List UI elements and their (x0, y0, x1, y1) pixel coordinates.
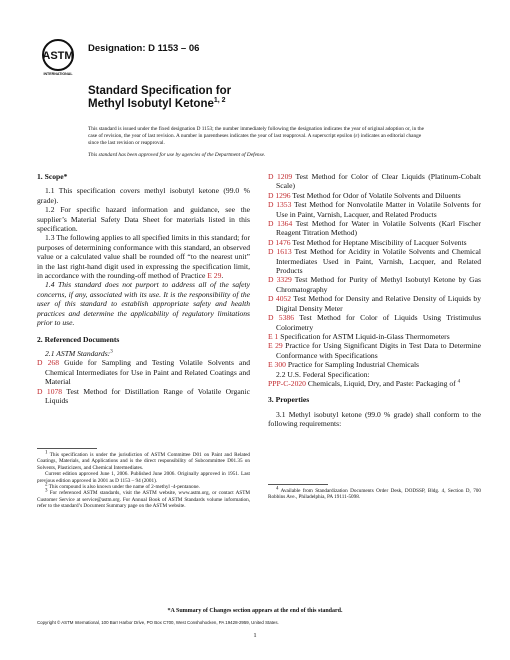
ref-item (268, 238, 481, 247)
ref-link[interactable]: D 3329 (268, 275, 292, 285)
footnote-marker: 4 (276, 486, 279, 492)
ref-title: Test Method for Nonvolatile Matter in Volatile Solvents for Use in Paint, Varnish, Lacquer, and Related Products (276, 200, 481, 219)
ref-title: Test Method for Density and Relative Density of Liquids by Digital Density Meter (276, 294, 481, 313)
footnote-text: This specification is under the jurisdiction of ASTM Committee D01 on Paint and Related Coatings, Materials, and Applications and is the direct responsibility of Subcommittee D01.35 on Solvents, Plasticizers, and Chemical Intermediates. (37, 452, 250, 471)
ref-link[interactable]: D 268 (37, 358, 59, 368)
footnote-marker: 3 (45, 488, 48, 494)
ref-link[interactable]: D 1364 (268, 219, 293, 229)
footnote-marker: 1 (45, 450, 48, 456)
para-1-3: 1.3 The following applies to all specified limits in this standard; for purposes of determining conformance with this standard, an observed value or a calculated value shall be rounded off “to the nearest unit” in the last right-hand digit used in expressing the specification limit, in accordance with the rounding-off method of Practice E 29. (37, 233, 250, 281)
ref-item (268, 332, 481, 341)
ref-item (268, 191, 481, 200)
ref-item-federal: PPP-C-2020 Chemicals, Liquid, Dry, and Paste: Packaging of $^4$ (268, 378, 461, 388)
ref-title: Practice for Sampling Industrial Chemicals (287, 360, 420, 370)
dod-approval: This standard has been approved for use by agencies of the Department of Defense. (88, 152, 266, 158)
ref-title: Test Method for Distillation Range of Volatile Organic Liquids (45, 386, 250, 405)
subsection-federal: 2.2 U.S. Federal Specification: (276, 369, 370, 379)
footnote-text: Current edition approved June 1, 2006. Published June 2006. Originally approved in 1951. Last previous edition approved in 2001 as D 1153 – 94 (2001). (37, 471, 250, 484)
svg-text:INTERNATIONAL: INTERNATIONAL (43, 72, 73, 76)
ref-title: Test Method for Odor of Volatile Solvents and Diluents (292, 190, 461, 200)
ref-link[interactable]: E 29 (268, 341, 283, 351)
title-line-1: Standard Specification for (88, 85, 232, 97)
ref-item (268, 219, 481, 238)
ref-item (268, 341, 481, 360)
para-1-1: 1.1 This specification covers methyl isobutyl ketone (99.0 % grade). (37, 186, 250, 205)
ref-item (268, 313, 481, 332)
title-footnote-marker: 1, 2 (213, 97, 226, 105)
ref-link[interactable]: D 1209 (268, 172, 293, 181)
svg-text:ASTM: ASTM (42, 50, 74, 62)
footnotes-left (37, 452, 250, 510)
subsection-astm-standards: 2.1 ASTM Standards:$^3$ (45, 348, 113, 358)
ref-title: Test Method for Color of Liquids Using Tristimulus Colorimetry (276, 313, 481, 332)
ref-item (268, 200, 481, 219)
section-heading-scope: 1. Scope* (37, 172, 68, 181)
ref-link[interactable]: D 1353 (268, 200, 292, 210)
section-heading-properties: 3. Properties (268, 395, 310, 405)
ref-item (37, 387, 250, 406)
ref-item (268, 294, 481, 313)
ref-title: Test Method for Purity of Methyl Isobutyl Ketone by Gas Chromatography (276, 275, 481, 294)
issuance-notice: This standard is issued under the fixed designation D 1153; the number immediately following the designation indicates the year of original adoption or, in the case of revision, the year of last revision. A number in parentheses indicates the year of last reapproval. A superscript epsilon (ε) indicates an editorial change since the last revision or reapproval. (88, 126, 425, 146)
footnote-rule-right (268, 484, 328, 485)
section-heading-referenced: 2. Referenced Documents (37, 334, 120, 344)
ref-title: Test Method for Color of Clear Liquids (Platinum-Cobalt Scale) (276, 172, 481, 191)
left-column (37, 172, 250, 405)
footnote (37, 490, 250, 509)
footnote-rule-left (37, 448, 97, 449)
ref-item (268, 247, 481, 275)
footnote-text: This compound is also known under the name of 2-methyl -4-pentanone. (48, 484, 200, 491)
copyright-line: Copyright © ASTM International, 100 Barr Harbor Drive, PO Box C700, West Conshohocken, PA 19428-2959, United States. (37, 620, 279, 625)
link-e29[interactable]: E 29 (207, 271, 222, 281)
footnotes-right (268, 488, 481, 501)
footnote-text: Available from Standardization Documents Order Desk, DODSSP, Bldg. 4, Section D, 700 Robbins Ave., Philadelphia, PA 19111-5098. (268, 488, 481, 501)
ref-link[interactable]: D 4052 (268, 294, 292, 304)
ref-link[interactable]: D 1296 (268, 190, 291, 200)
ref-item (268, 360, 481, 369)
designation: Designation: D 1153 – 06 (88, 43, 200, 54)
ref-link[interactable]: D 1613 (268, 247, 292, 257)
summary-of-changes-note: *A Summary of Changes section appears at the end of this standard. (167, 608, 343, 614)
title-line-2: Methyl Isobutyl Ketone$^{1, 2}$ (88, 97, 226, 110)
ref-link[interactable]: E 1 (268, 331, 279, 341)
ref-title: Guide for Sampling and Testing Volatile Solvents and Chemical Intermediates for Use in Paint and Related Coatings and Material (45, 358, 250, 387)
ref-item (37, 358, 250, 386)
ref-link[interactable]: E 300 (268, 360, 286, 370)
ref-link[interactable]: D 5386 (268, 313, 294, 323)
ref-link[interactable]: D 1078 (37, 386, 63, 396)
ref-link[interactable]: D 1476 (268, 237, 291, 247)
ref-list-left (37, 358, 250, 405)
para-3-1: 3.1 Methyl isobutyl ketone (99.0 % grade) shall conform to the following requirements: (268, 409, 481, 429)
para-1-2: 1.2 For specific hazard information and guidance, see the supplier’s Material Safety Data Sheet for materials listed in this specification. (37, 205, 250, 234)
ref-title: Test Method for Heptane Miscibility of Lacquer Solvents (292, 237, 467, 247)
ref-item (268, 275, 481, 294)
footnote (37, 452, 250, 471)
footnote-marker: 2 (45, 482, 48, 488)
page-number: 1 (253, 632, 257, 639)
footnote (268, 488, 481, 501)
ref-title: Test Method for Water in Volatile Solvents (Karl Fischer Reagent Titration Method) (276, 219, 482, 238)
ref-title: Test Method for Acidity in Volatile Solvents and Chemical Intermediates Used in Paint, Varnish, Lacquer, and Related Products (276, 247, 481, 276)
astm-logo (38, 37, 78, 77)
para-1-4: 1.4 This standard does not purport to address all of the safety concerns, if any, associated with its use. It is the responsibility of the user of this standard to establish appropriate safety and health practices and determine the applicability of regulatory limitations prior to use. (37, 280, 250, 328)
footnote (37, 471, 250, 484)
document-title (88, 85, 231, 111)
right-column (268, 172, 481, 429)
ref-item (268, 172, 481, 191)
ref-title: Practice for Using Significant Digits in Test Data to Determine Conformance with Specifications (276, 341, 481, 360)
link-ppp-c-2020[interactable]: PPP-C-2020 (268, 378, 306, 388)
ref-title: Specification for ASTM Liquid-in-Glass Thermometers (280, 331, 450, 341)
ref-list-right (268, 172, 481, 370)
footnote-text: For referenced ASTM standards, visit the ASTM website, www.astm.org, or contact ASTM Customer Service at service@astm.org. For Annual Book of ASTM Standards volume information, refer to the standard’s Document Summary page on the ASTM website. (37, 490, 251, 510)
